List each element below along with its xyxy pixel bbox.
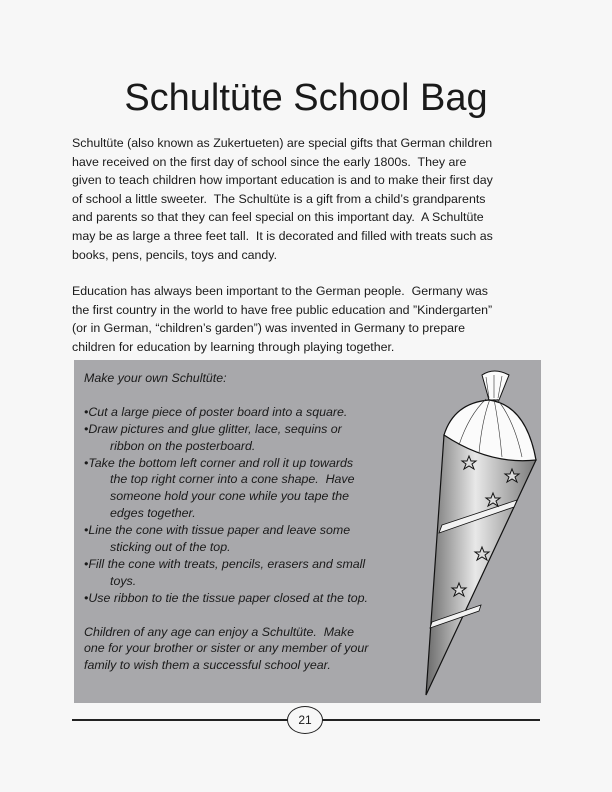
body-text — [72, 134, 552, 357]
education-paragraph: Education has always been important to the German people. Germany was the first country in the world to have free public education and ”Kindergarten” (or in German, “children’s garden”) was invented in Germany to prepare children for education by learning through playing together. — [72, 284, 493, 354]
schultute-cone-illustration — [414, 365, 539, 700]
page-number: 21 — [287, 706, 323, 734]
step-item: •Use ribbon to tie the tissue paper closed at the top. — [84, 590, 368, 605]
intro-paragraph: Schultüte (also known as Zukertueten) are special gifts that German children have received on the first day of school since the early 1800s. They are given to teach children how important education is and to make their first day of school a little sweeter. The Schultüte is a gift from a child’s grandparents and parents so that they can feel special on this important day. A Schultüte may be as large a three feet tall. It is decorated and filled with treats such as books, pens, pencils, toys and candy. — [72, 136, 493, 262]
page-title: Schultüte School Bag — [124, 77, 488, 119]
activity-heading: Make your own Schultüte: — [84, 371, 227, 385]
step-item: •Cut a large piece of poster board into a square. — [84, 404, 348, 419]
step-item: •Line the cone with tissue paper and leave some sticking out of the top. — [84, 523, 351, 555]
step-item: •Draw pictures and glue glitter, lace, sequins or ribbon on the posterboard. — [84, 421, 342, 453]
closing-text: Children of any age can enjoy a Schultüte. Make one for your brother or sister or any member of your family to wish them a successful school year. — [84, 624, 369, 673]
step-item: •Take the bottom left corner and roll it up towards the top right corner into a cone shape. Have someone hold your cone while you tape the edges together. — [84, 455, 355, 521]
step-item: •Fill the cone with treats, pencils, erasers and small toys. — [84, 556, 366, 588]
activity-box — [74, 360, 541, 703]
